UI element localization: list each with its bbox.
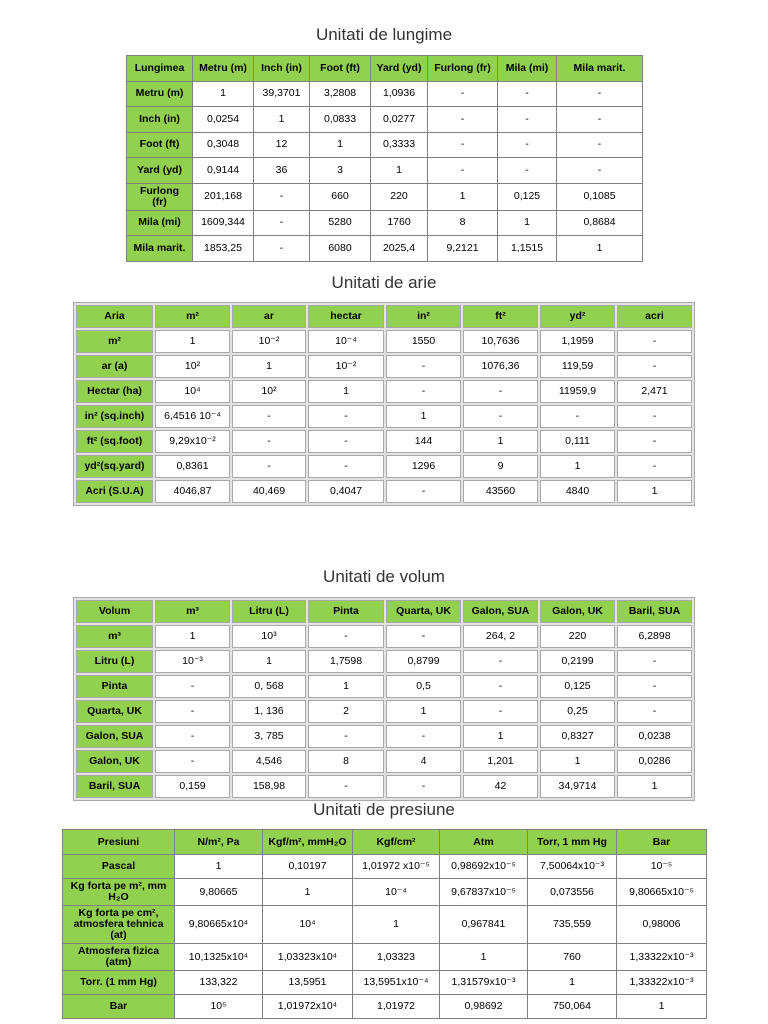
value-cell: 42 [463,775,538,798]
value-cell: 0,9144 [193,158,254,184]
value-cell: 0,8684 [557,210,643,236]
value-cell: 10⁴ [155,380,230,403]
value-cell: 0,073556 [528,879,617,906]
value-cell: 10² [155,355,230,378]
value-cell: - [463,380,538,403]
value-cell: 1,1515 [498,236,557,262]
value-cell: 10,1325x10⁴ [175,944,263,971]
value-cell: - [428,81,498,107]
value-cell: 10⁵ [175,995,263,1019]
value-cell: - [386,725,461,748]
value-cell: 1,03323 [353,944,440,971]
value-cell: 0,0238 [617,725,692,748]
column-header-cell: N/m², Pa [175,830,263,855]
value-cell: 0,3333 [371,132,428,158]
header-row [127,56,643,82]
value-cell: - [386,380,461,403]
table-row [76,625,692,648]
value-cell: 1 [308,675,384,698]
value-cell: 10,7636 [463,330,538,353]
row-label-cell: Inch (in) [127,107,193,133]
value-cell: 133,322 [175,971,263,995]
value-cell: 119,59 [540,355,615,378]
value-cell: - [155,700,230,723]
value-cell: - [232,430,306,453]
value-cell: 0,98692x10⁻⁵ [440,855,528,879]
value-cell: 6,2898 [617,625,692,648]
value-cell: 40,469 [232,480,306,503]
value-cell: 8 [428,210,498,236]
table-header [76,305,692,328]
column-header-cell: Galon, UK [540,600,615,623]
column-header-cell: Yard (yd) [371,56,428,82]
value-cell: 11959,9 [540,380,615,403]
value-cell: - [617,675,692,698]
column-header-cell: Quarta, UK [386,600,461,623]
table-row [76,675,692,698]
value-cell: 0,0833 [310,107,371,133]
table-row [76,725,692,748]
value-cell: - [463,675,538,698]
column-header-cell: m² [155,305,230,328]
value-cell: 0,8799 [386,650,461,673]
column-header-cell: Furlong (fr) [428,56,498,82]
value-cell: - [232,405,306,428]
table-row [63,855,707,879]
value-cell: 6080 [310,236,371,262]
value-cell: 1 [498,210,557,236]
row-label-cell: Torr. (1 mm Hg) [63,971,175,995]
row-label-cell: Yard (yd) [127,158,193,184]
value-cell: 4840 [540,480,615,503]
pressure-units-title: Unitati de presiune [313,800,455,819]
value-cell: 1,03323x10⁴ [263,944,353,971]
value-cell: 6,4516 10⁻⁴ [155,405,230,428]
value-cell: - [557,81,643,107]
column-header-cell: Kgf/cm² [353,830,440,855]
value-cell: - [617,330,692,353]
value-cell: 1 [263,879,353,906]
value-cell: 1 [528,971,617,995]
value-cell: 1 [254,107,310,133]
value-cell: 1 [463,725,538,748]
value-cell: - [428,107,498,133]
table-row [127,210,643,236]
value-cell: - [498,81,557,107]
value-cell: 1 [617,775,692,798]
value-cell: 10⁴ [263,906,353,944]
table-row [127,236,643,262]
table-row [63,879,707,906]
value-cell: 2 [308,700,384,723]
value-cell: - [155,750,230,773]
value-cell: 1 [540,455,615,478]
column-header-cell: Kgf/m², mmH₂O [263,830,353,855]
value-cell: 0,25 [540,700,615,723]
value-cell: - [308,405,384,428]
row-label-cell: ar (a) [76,355,153,378]
table-row [127,132,643,158]
value-cell: 1 [155,330,230,353]
value-cell: - [308,625,384,648]
table-row [76,455,692,478]
value-cell: 1609,344 [193,210,254,236]
table-row [63,906,707,944]
value-cell: 1 [557,236,643,262]
value-cell: 750,064 [528,995,617,1019]
value-cell: 1 [193,81,254,107]
row-label-cell: Metru (m) [127,81,193,107]
value-cell: - [386,625,461,648]
column-header-cell: Mila (mi) [498,56,557,82]
value-cell: 0,0286 [617,750,692,773]
value-cell: 220 [540,625,615,648]
row-label-cell: Baril, SUA [76,775,153,798]
value-cell: - [155,725,230,748]
row-label-cell: Mila (mi) [127,210,193,236]
value-cell: 3 [310,158,371,184]
row-label-cell: m² [76,330,153,353]
value-cell: 9,2121 [428,236,498,262]
value-cell: - [463,700,538,723]
row-label-cell: Galon, UK [76,750,153,773]
value-cell: 1,33322x10⁻³ [617,971,707,995]
length-units-table [126,55,643,262]
value-cell: 1,7598 [308,650,384,673]
pressure-units-table [62,829,707,1019]
value-cell: 1 [440,944,528,971]
value-cell: 1,01972 x10⁻⁵ [353,855,440,879]
table-header [76,600,692,623]
table-row [76,355,692,378]
value-cell: 0,0254 [193,107,254,133]
value-cell: 9,80665 [175,879,263,906]
value-cell: 0,8361 [155,455,230,478]
header-row [76,600,692,623]
value-cell: 9,67837x10⁻⁵ [440,879,528,906]
value-cell: 10⁻² [232,330,306,353]
table-row [63,995,707,1019]
column-header-cell: Galon, SUA [463,600,538,623]
column-header-cell: Bar [617,830,707,855]
value-cell: 1 [308,380,384,403]
value-cell: 0,5 [386,675,461,698]
value-cell: 158,98 [232,775,306,798]
value-cell: - [617,700,692,723]
value-cell: - [498,158,557,184]
value-cell: 4046,87 [155,480,230,503]
column-header-cell: ft² [463,305,538,328]
value-cell: 5280 [310,210,371,236]
value-cell: 9 [463,455,538,478]
value-cell: - [617,430,692,453]
value-cell: 1 [617,480,692,503]
value-cell: 1 [175,855,263,879]
value-cell: - [617,355,692,378]
column-header-cell: Torr, 1 mm Hg [528,830,617,855]
table-row [76,700,692,723]
table-row [76,650,692,673]
value-cell: 264, 2 [463,625,538,648]
row-label-cell: Bar [63,995,175,1019]
value-cell: 1 [232,650,306,673]
table-row [127,158,643,184]
value-cell: 1 [232,355,306,378]
column-header-cell: Inch (in) [254,56,310,82]
value-cell: - [617,455,692,478]
value-cell: - [308,775,384,798]
value-cell: 0,4047 [308,480,384,503]
value-cell: 10⁻⁵ [617,855,707,879]
value-cell: 4 [386,750,461,773]
row-label-cell: yd²(sq.yard) [76,455,153,478]
value-cell: 1 [371,158,428,184]
value-cell: 1853,25 [193,236,254,262]
value-cell: 1,0936 [371,81,428,107]
value-cell: 144 [386,430,461,453]
value-cell: 1760 [371,210,428,236]
value-cell: - [540,405,615,428]
value-cell: 0,0277 [371,107,428,133]
value-cell: 1,31579x10⁻³ [440,971,528,995]
value-cell: 0,8327 [540,725,615,748]
table-body [76,330,692,503]
value-cell: - [254,183,310,210]
value-cell: 760 [528,944,617,971]
value-cell: - [254,236,310,262]
area-units-title: Unitati de arie [331,273,437,292]
value-cell: - [498,107,557,133]
table-row [76,380,692,403]
value-cell: 1,01972x10⁴ [263,995,353,1019]
value-cell: 1550 [386,330,461,353]
value-cell: 1 [310,132,371,158]
column-header-cell: Foot (ft) [310,56,371,82]
value-cell: 1 [617,995,707,1019]
value-cell: - [254,210,310,236]
column-header-cell: Baril, SUA [617,600,692,623]
row-label-cell: in² (sq.inch) [76,405,153,428]
value-cell: 9,80665x10⁴ [175,906,263,944]
value-cell: 0,125 [498,183,557,210]
value-cell: - [232,455,306,478]
row-label-cell: Acri (S.U.A) [76,480,153,503]
table-body [76,625,692,798]
corner-header-cell: Presiuni [63,830,175,855]
row-label-cell: m³ [76,625,153,648]
value-cell: 0,10197 [263,855,353,879]
value-cell: 10² [232,380,306,403]
value-cell: - [386,355,461,378]
value-cell: 13,5951x10⁻⁴ [353,971,440,995]
value-cell: 1,201 [463,750,538,773]
value-cell: - [498,132,557,158]
value-cell: 660 [310,183,371,210]
value-cell: - [463,405,538,428]
header-row [76,305,692,328]
header-row [63,830,707,855]
value-cell: 1 [428,183,498,210]
value-cell: - [428,132,498,158]
value-cell: - [308,455,384,478]
value-cell: - [463,650,538,673]
value-cell: 43560 [463,480,538,503]
column-header-cell: yd² [540,305,615,328]
table-row [63,971,707,995]
row-label-cell: Kg forta pe cm², atmosfera tehnica (at) [63,906,175,944]
row-label-cell: Foot (ft) [127,132,193,158]
row-label-cell: Litru (L) [76,650,153,673]
value-cell: 36 [254,158,310,184]
table-row [76,750,692,773]
value-cell: 1 [463,430,538,453]
value-cell: 0,3048 [193,132,254,158]
value-cell: 0,2199 [540,650,615,673]
column-header-cell: Mila marit. [557,56,643,82]
value-cell: 3, 785 [232,725,306,748]
table-header [127,56,643,82]
row-label-cell: Kg forta pe m², mm H₂O [63,879,175,906]
value-cell: - [308,725,384,748]
table-body [127,81,643,261]
row-label-cell: ft² (sq.foot) [76,430,153,453]
value-cell: - [155,675,230,698]
table-row [76,430,692,453]
value-cell: 10⁻⁴ [308,330,384,353]
value-cell: 2025,4 [371,236,428,262]
volume-units-title: Unitati de volum [323,567,445,586]
column-header-cell: Metru (m) [193,56,254,82]
value-cell: 34,9714 [540,775,615,798]
length-units-title: Unitati de lungime [315,25,453,44]
value-cell: - [428,158,498,184]
value-cell: 1,1959 [540,330,615,353]
column-header-cell: m³ [155,600,230,623]
area-units-table [73,302,695,506]
value-cell: 4,546 [232,750,306,773]
row-label-cell: Hectar (ha) [76,380,153,403]
value-cell: - [617,650,692,673]
value-cell: 10⁻² [308,355,384,378]
value-cell: 7,50064x10⁻³ [528,855,617,879]
column-header-cell: Pinta [308,600,384,623]
value-cell: - [557,107,643,133]
value-cell: - [386,775,461,798]
row-label-cell: Mila marit. [127,236,193,262]
value-cell: 1 [386,700,461,723]
column-header-cell: acri [617,305,692,328]
row-label-cell: Furlong (fr) [127,183,193,210]
value-cell: - [557,132,643,158]
value-cell: 10⁻³ [155,650,230,673]
table-body [63,855,707,1019]
value-cell: 10³ [232,625,306,648]
value-cell: 1076,36 [463,355,538,378]
table-row [76,775,692,798]
corner-header-cell: Volum [76,600,153,623]
table-header [63,830,707,855]
value-cell: 3,2808 [310,81,371,107]
row-label-cell: Galon, SUA [76,725,153,748]
row-label-cell: Pascal [63,855,175,879]
value-cell: 8 [308,750,384,773]
value-cell: 1,01972 [353,995,440,1019]
table-row [76,480,692,503]
value-cell: 0, 568 [232,675,306,698]
value-cell: 1 [353,906,440,944]
value-cell: - [617,405,692,428]
value-cell: 10⁻⁴ [353,879,440,906]
value-cell: 1,33322x10⁻³ [617,944,707,971]
column-header-cell: ar [232,305,306,328]
value-cell: 13,5951 [263,971,353,995]
value-cell: 1 [155,625,230,648]
value-cell: 0,1085 [557,183,643,210]
volume-units-table [73,597,695,801]
value-cell: 1 [540,750,615,773]
column-header-cell: in² [386,305,461,328]
table-row [76,405,692,428]
value-cell: 1, 136 [232,700,306,723]
value-cell: 0,159 [155,775,230,798]
value-cell: 0,967841 [440,906,528,944]
value-cell: 1 [386,405,461,428]
value-cell: 735,559 [528,906,617,944]
value-cell: 9,29x10⁻² [155,430,230,453]
table-row [76,330,692,353]
table-row [127,183,643,210]
column-header-cell: hectar [308,305,384,328]
value-cell: 0,98692 [440,995,528,1019]
table-row [127,107,643,133]
column-header-cell: Atm [440,830,528,855]
corner-header-cell: Lungimea [127,56,193,82]
column-header-cell: Litru (L) [232,600,306,623]
value-cell: - [557,158,643,184]
value-cell: 0,125 [540,675,615,698]
row-label-cell: Quarta, UK [76,700,153,723]
value-cell: 12 [254,132,310,158]
row-label-cell: Pinta [76,675,153,698]
row-label-cell: Atmosfera fizica (atm) [63,944,175,971]
table-row [63,944,707,971]
value-cell: 201,168 [193,183,254,210]
value-cell: 220 [371,183,428,210]
corner-header-cell: Aria [76,305,153,328]
value-cell: 0,98006 [617,906,707,944]
table-row [127,81,643,107]
value-cell: - [386,480,461,503]
value-cell: 0,111 [540,430,615,453]
value-cell: 39,3701 [254,81,310,107]
value-cell: 1296 [386,455,461,478]
value-cell: 9,80665x10⁻⁵ [617,879,707,906]
value-cell: - [308,430,384,453]
value-cell: 2,471 [617,380,692,403]
